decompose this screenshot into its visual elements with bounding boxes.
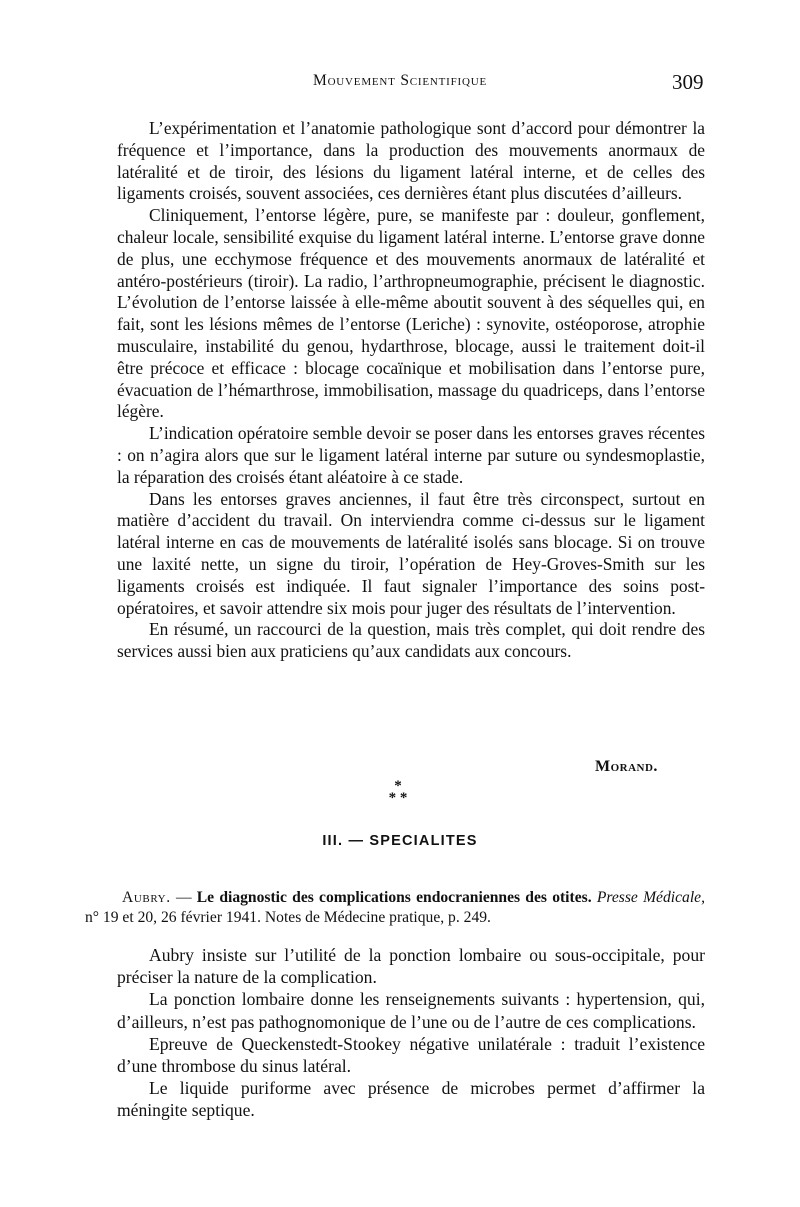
page-number: 309	[672, 70, 704, 94]
running-title: Mouvement Scientifique	[312, 72, 488, 89]
paragraph: Epreuve de Queckenstedt-Stookey négative unilatérale : traduit l’existence d’une thrombose du sinus latéral.	[117, 1033, 705, 1077]
asterism-bottom: * *	[388, 790, 408, 806]
paragraph: Dans les entorses graves anciennes, il faut être très circonspect, surtout en matière d’accident du travail. On interviendra comme ci-dessus sur le ligament latéral interne en cas de mouvements de latéralité isolés sans blocage. Si on trouve une laxité nette, un signe du tiroir, l’opération de Hey-Groves-Smith sur les ligaments croisés est indiquée. Il faut signaler l’importance des soins post-opératoires, et savoir attendre six mois pour juger des résultats de l’intervention.	[117, 488, 705, 618]
paragraph: L’indication opératoire semble devoir se poser dans les entorses graves récentes : on n’agira alors que sur le ligament latéral interne par suture ou syndesmoplastie, la réparation des croisés étant aléatoire à ce stade.	[117, 423, 705, 487]
review-body	[117, 944, 705, 1122]
asterism-top: *	[394, 778, 402, 794]
paragraph: Cliniquement, l’entorse légère, pure, se manifeste par : douleur, gonflement, chaleur locale, sensibilité exquise du ligament latéral interne. L’entorse grave donne de plus, une ecchymose fréquence et des mouvements anormaux de latéralité et antéro-postérieurs (tiroir). La radio, l’arthropneumographie, précisent le diagnostic. L’évolution de l’entorse laissée à elle-même aboutit souvent à des séquelles qui, en fait, sont les lésions mêmes de l’entorse (Leriche) : synovite, ostéoporose, atrophie musculaire, instabilité du genou, hydarthrose, blocage, aussi le traitement doit-il être précoce et efficace : blocage cocaïnique et mobilisation dans l’entorse pure, évacuation de l’hémarthrose, immobilisation, massage du quadriceps, dans l’entorse légère.	[117, 205, 705, 422]
paragraph: En résumé, un raccourci de la question, mais très complet, qui doit rendre des services aussi bien aux praticiens qu’aux candidats aux concours.	[117, 619, 705, 662]
section-asterism	[384, 780, 412, 804]
paragraph: Le liquide puriforme avec présence de microbes permet d’affirmer la méningite septique.	[117, 1078, 705, 1121]
paragraph: Aubry insiste sur l’utilité de la ponction lombaire ou sous-occipitale, pour préciser la nature de la complication.	[117, 945, 705, 988]
bibliographic-reference	[85, 888, 705, 928]
reference-details: n° 19 et 20, 26 février 1941. Notes de Médecine pratique, p. 249.	[85, 909, 491, 926]
reference-title: Le diagnostic des complications endocraniennes des otites.	[196, 889, 592, 906]
section-heading: III. — SPECIALITES	[322, 833, 478, 849]
reference-author: Aubry.	[122, 889, 171, 906]
author-signature: Morand.	[595, 758, 658, 775]
article-body	[117, 118, 705, 663]
reference-dash: —	[170, 889, 197, 906]
paragraph: L’expérimentation et l’anatomie pathologique sont d’accord pour démontrer la fréquence et l’importance, dans la production des mouvements anormaux de latéralité et de tiroir, des lésions du ligament latéral interne, et de celles des ligaments croisés, souvent associées, ces dernières étant plus discutées d’ailleurs.	[117, 118, 705, 204]
reference-journal: Presse Médicale,	[596, 889, 705, 906]
paragraph: La ponction lombaire donne les renseignements suivants : hypertension, qui, d’ailleurs, n’est pas pathognomonique de l’une ou de l’autre de ces complications.	[117, 989, 705, 1032]
